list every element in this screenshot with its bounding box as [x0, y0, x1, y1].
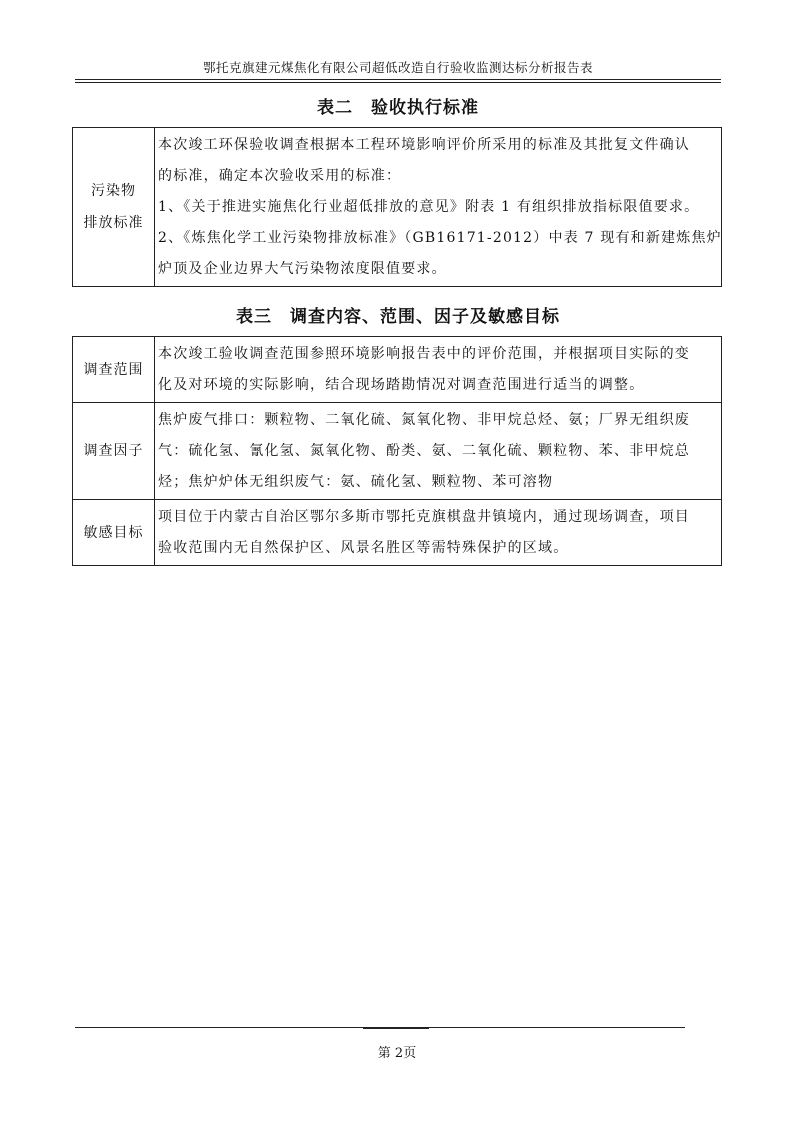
table-row [73, 403, 722, 500]
row-label-survey-factors: 调查因子 [73, 403, 155, 500]
content-line: 项目位于内蒙古自治区鄂尔多斯市鄂托克旗棋盘井镇境内，通过现场调查，项目 [158, 509, 690, 525]
running-header-title: 鄂托克旗建元煤焦化有限公司超低改造自行验收监测达标分析报告表 [202, 60, 593, 75]
label-line: 排放标准 [83, 215, 144, 231]
content-line: 气：硫化氢、氰化氢、氮氧化物、酚类、氨、二氧化硫、颗粒物、苯、非甲烷总 [158, 443, 690, 459]
table-row [73, 128, 722, 287]
content-line: 炉顶及企业边界大气污染物浓度限值要求。 [158, 261, 447, 277]
content-line: 1、《关于推进实施焦化行业超低排放的意见》附表 1 有组织排放指标限值要求。 [158, 199, 700, 215]
table3-title: 表三 调查内容、范围、因子及敏感目标 [236, 307, 560, 327]
row-label-survey-scope: 调查范围 [73, 337, 155, 403]
row-label-pollutant-standard [73, 128, 155, 287]
content-line: 本次竣工环保验收调查根据本工程环境影响评价所采用的标准及其批复文件确认 [158, 137, 690, 153]
footer-rule-accent [363, 1027, 429, 1029]
page-number: 第 2页 [377, 1046, 417, 1061]
content-line: 验收范围内无自然保护区、风景名胜区等需特殊保护的区域。 [158, 540, 569, 556]
row-content-pollutant-standard [155, 128, 722, 287]
row-content-survey-scope [155, 337, 722, 403]
content-line: 2、《炼焦化学工业污染物排放标准》（GB16171-2012）中表 7 现有和新建炼焦炉 [158, 230, 722, 246]
row-content-sensitive-targets [155, 500, 722, 566]
content-line: 的标准，确定本次验收采用的标准： [158, 168, 402, 184]
row-label-sensitive-targets: 敏感目标 [73, 500, 155, 566]
table2-acceptance-standards [72, 127, 722, 287]
header-rule-thin [75, 82, 721, 83]
content-line: 化及对环境的实际影响，结合现场踏勘情况对调查范围进行适当的调整。 [158, 377, 645, 393]
table3-survey-content [72, 336, 722, 566]
table2-title: 表二 验收执行标准 [317, 98, 479, 118]
content-line: 焦炉废气排口：颗粒物、二氧化硫、氮氧化物、非甲烷总烃、氨；厂界无组织废 [158, 412, 690, 428]
table-row [73, 337, 722, 403]
row-content-survey-factors [155, 403, 722, 500]
content-line: 本次竣工验收调查范围参照环境影响报告表中的评价范围，并根据项目实际的变 [158, 346, 690, 362]
content-line: 烃；焦炉炉体无组织废气：氨、硫化氢、颗粒物、苯可溶物 [158, 474, 554, 490]
table-row [73, 500, 722, 566]
label-line: 污染物 [91, 183, 136, 199]
header-rule-thick [75, 79, 721, 80]
